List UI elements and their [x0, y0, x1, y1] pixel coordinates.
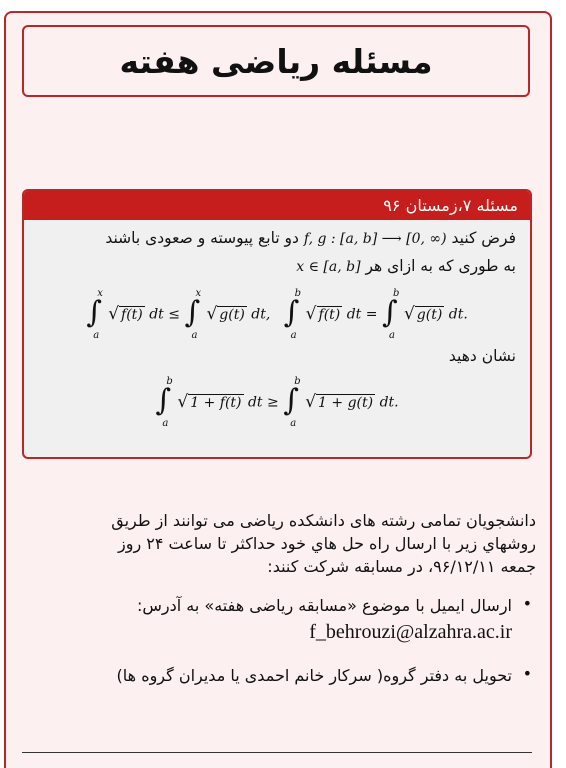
integral-sign: ∫ b a — [283, 375, 301, 429]
integral-sign: ∫ b a — [155, 375, 173, 429]
bullet-icon: • — [522, 664, 532, 683]
sqrt-term: √ f(t) — [305, 304, 341, 324]
info-line: دانشجویان تمامی رشته های دانشکده ریاضی می توانند از طریق — [111, 511, 536, 530]
integral-sign: ∫ b a — [283, 287, 302, 341]
info-line: روشهاي زير با ارسال راه حل هاي خود حداکثر تا ساعت ۲۴ روز — [118, 534, 536, 553]
statement-text: به طوری که به ازای هر — [365, 257, 516, 275]
conclusion-equation: ∫ b a √ 1 + f(t) dt ≥ ∫ b a √ 1 + g(t) dt. — [38, 372, 516, 432]
show-that-label: نشان دهید — [448, 347, 516, 365]
bullet-icon: • — [522, 594, 532, 613]
delivery-instruction: تحویل به دفتر گروه( سرکار خانم احمدی یا مدیران گروه ها) — [116, 666, 512, 685]
sqrt-term: √ g(t) — [206, 304, 245, 324]
problem-header: مسئله ۷،زمستان ۹۶ — [24, 191, 530, 220]
title-box — [22, 25, 530, 97]
poster-title: مسئله ریاضی هفته — [119, 41, 433, 81]
list-item-email — [20, 594, 536, 646]
statement-text: دو تابع پیوسته و صعودی باشند — [105, 229, 299, 247]
sqrt-term: √ 1 + f(t) — [177, 392, 242, 412]
x-range-math: x ∈ [a, b] — [296, 259, 361, 275]
integral-sign: ∫ x a — [184, 287, 202, 341]
sqrt-term: √ f(t) — [108, 304, 143, 324]
email-address[interactable]: f_behrouzi@alzahra.ac.ir — [309, 621, 512, 643]
problem-box — [22, 189, 532, 459]
email-instruction: ارسال ایمیل با موضوع «مسابقه ریاضی هفته» به آدرس: — [136, 596, 512, 615]
problem-body — [24, 220, 530, 432]
problem-statement-line-1 — [38, 224, 516, 252]
hypothesis-equation: ∫ x a √ f(t) dt ≤ ∫ x a √ g(t) dt, ∫ b a √ f(t) dt = ∫ b a √ g(t) dt. — [38, 286, 516, 342]
integral-sign: ∫ b a — [381, 287, 400, 341]
participation-info — [20, 509, 536, 578]
integral-sign: ∫ x a — [86, 287, 103, 341]
sqrt-term: √ g(t) — [403, 304, 443, 324]
statement-text: فرض کنید — [451, 229, 516, 247]
submission-methods-list — [20, 594, 536, 688]
problem-statement-line-2 — [38, 252, 516, 280]
function-domain-math: f, g : [a, b] ⟶ [0, ∞) — [303, 231, 447, 247]
list-item-delivery — [20, 664, 536, 688]
footer-divider — [22, 752, 532, 753]
info-line: جمعه ۹۶/۱۲/۱۱، در مسابقه شرکت کنند: — [267, 557, 536, 576]
sqrt-term: √ 1 + g(t) — [305, 392, 374, 412]
